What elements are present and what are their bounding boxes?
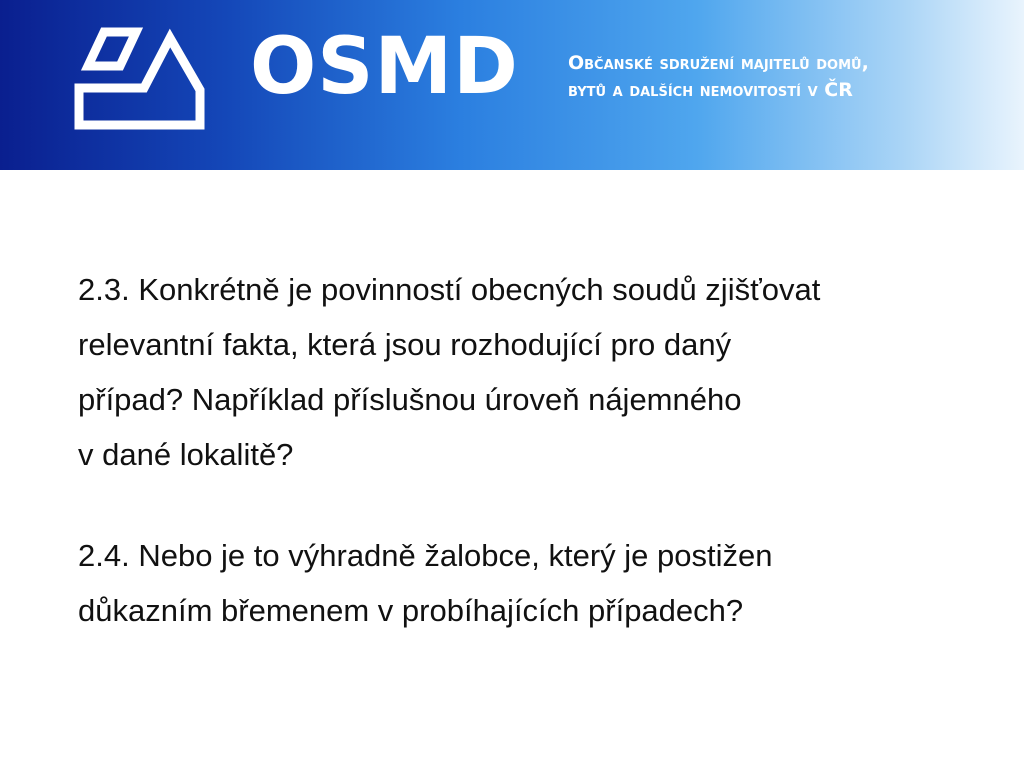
question-2-3: [78, 262, 998, 482]
tagline-line-2: bytů a dalších nemovitostí v ČR: [568, 79, 853, 101]
header-banner: [0, 0, 1024, 170]
question-line: 2.4. Nebo je to výhradně žalobce, který je postižen: [78, 538, 773, 573]
question-line: případ? Například příslušnou úroveň nájemného: [78, 382, 742, 417]
house-logo-icon: [74, 22, 210, 130]
question-line: důkazním břemenem v probíhajících případech?: [78, 593, 744, 628]
question-line: 2.3. Konkrétně je povinností obecných soudů zjišťovat: [78, 272, 821, 307]
brand-tagline: [568, 50, 869, 104]
question-line: v dané lokalitě?: [78, 437, 294, 472]
question-2-4: [78, 528, 998, 638]
tagline-line-1: Občanské sdružení majitelů domů,: [568, 52, 869, 74]
slide-content: [78, 262, 998, 638]
brand-name: OSMD: [250, 22, 519, 112]
question-line: relevantní fakta, která jsou rozhodující pro daný: [78, 327, 732, 362]
